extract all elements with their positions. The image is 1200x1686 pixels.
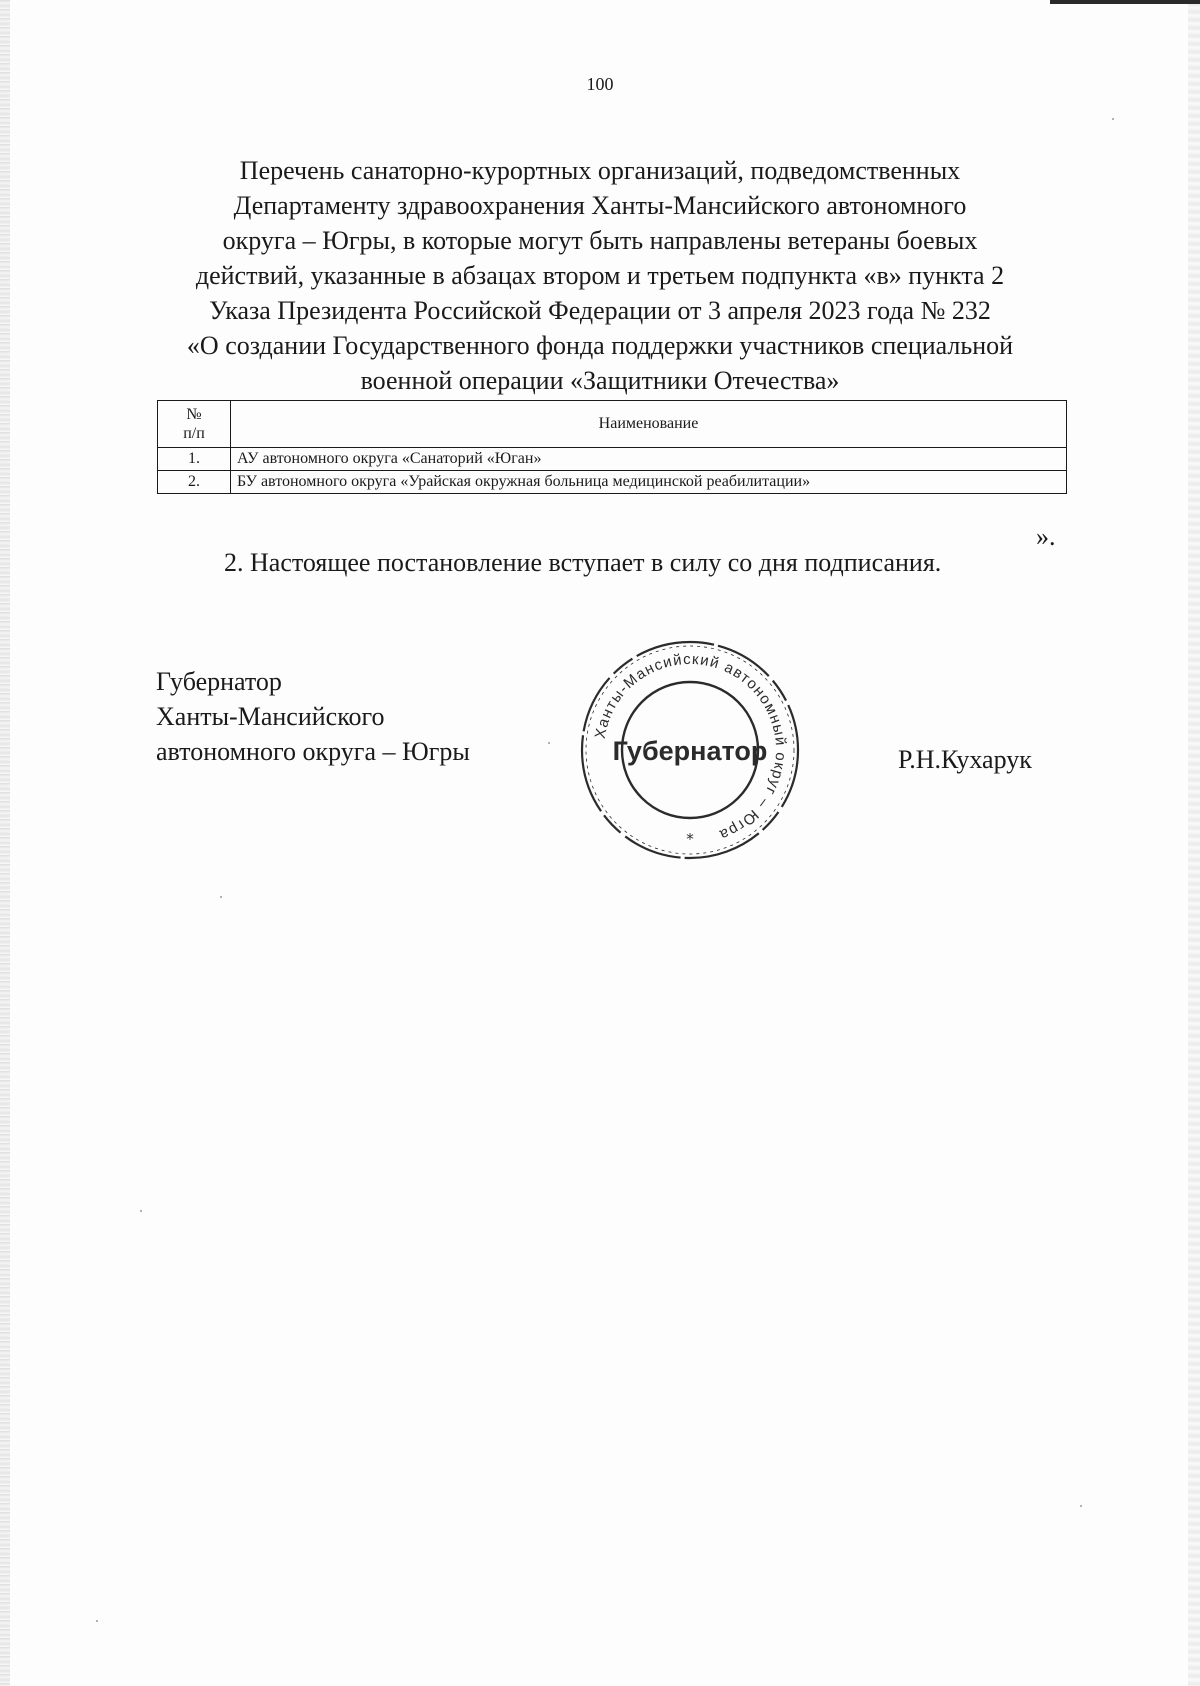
document-title xyxy=(140,153,1060,398)
row-number: 1. xyxy=(158,448,231,471)
effect-paragraph: 2. Настоящее постановление вступает в силу со дня подписания. xyxy=(224,548,942,577)
table-row xyxy=(158,448,1067,471)
scan-edge-top xyxy=(1050,0,1200,4)
row-name: БУ автономного округа «Урайская окружная больница медицинской реабилитации» xyxy=(231,471,1067,494)
row-number: 2. xyxy=(158,471,231,494)
header-name-cell: Наименование xyxy=(231,401,1067,448)
table-row xyxy=(158,471,1067,494)
table-header-row xyxy=(158,401,1067,448)
page-number: 100 xyxy=(586,74,614,94)
title-line: Указа Президента Российской Федерации от 3 апреля 2023 года № 232 xyxy=(209,296,991,325)
organizations-table xyxy=(157,400,1067,494)
header-number-cell xyxy=(158,401,231,448)
title-line: военной операции «Защитники Отечества» xyxy=(360,366,840,395)
scan-speck xyxy=(1080,1505,1082,1507)
header-number-symbol: № xyxy=(186,406,202,423)
seal-ring-text: Ханты-Мансийский автономный округ – Югра xyxy=(591,650,790,844)
title-line: действий, указанные в абзацах втором и третьем подпункта «в» пункта 2 xyxy=(195,261,1005,290)
signatory-position xyxy=(156,664,470,769)
title-line: округа – Югры, в которые могут быть направлены ветераны боевых xyxy=(222,226,978,255)
position-line: Губернатор xyxy=(156,667,282,696)
scan-speck xyxy=(96,1620,98,1622)
scan-speck xyxy=(1112,118,1114,120)
header-number-abbr: п/п xyxy=(183,425,205,442)
title-line: Департаменту здравоохранения Ханты-Мансийского автономного xyxy=(233,191,967,220)
scan-edge-right xyxy=(1188,0,1200,1686)
position-line: автономного округа – Югры xyxy=(156,737,470,766)
seal-star: * xyxy=(686,830,694,848)
position-line: Ханты-Мансийского xyxy=(156,702,385,731)
scan-speck xyxy=(548,742,550,744)
governor-seal xyxy=(575,635,805,865)
seal-center-text: Губернатор xyxy=(612,736,768,766)
scan-speck xyxy=(220,896,222,898)
title-line: «О создании Государственного фонда поддержки участников специальной xyxy=(186,331,1014,360)
signatory-name: Р.Н.Кухарук xyxy=(898,745,1032,774)
closing-quote: ». xyxy=(1036,522,1056,551)
title-line: Перечень санаторно-курортных организаций, подведомственных xyxy=(239,156,961,185)
row-name: АУ автономного округа «Санаторий «Юган» xyxy=(231,448,1067,471)
scan-edge-left xyxy=(0,0,10,1686)
scan-speck xyxy=(140,1210,142,1212)
